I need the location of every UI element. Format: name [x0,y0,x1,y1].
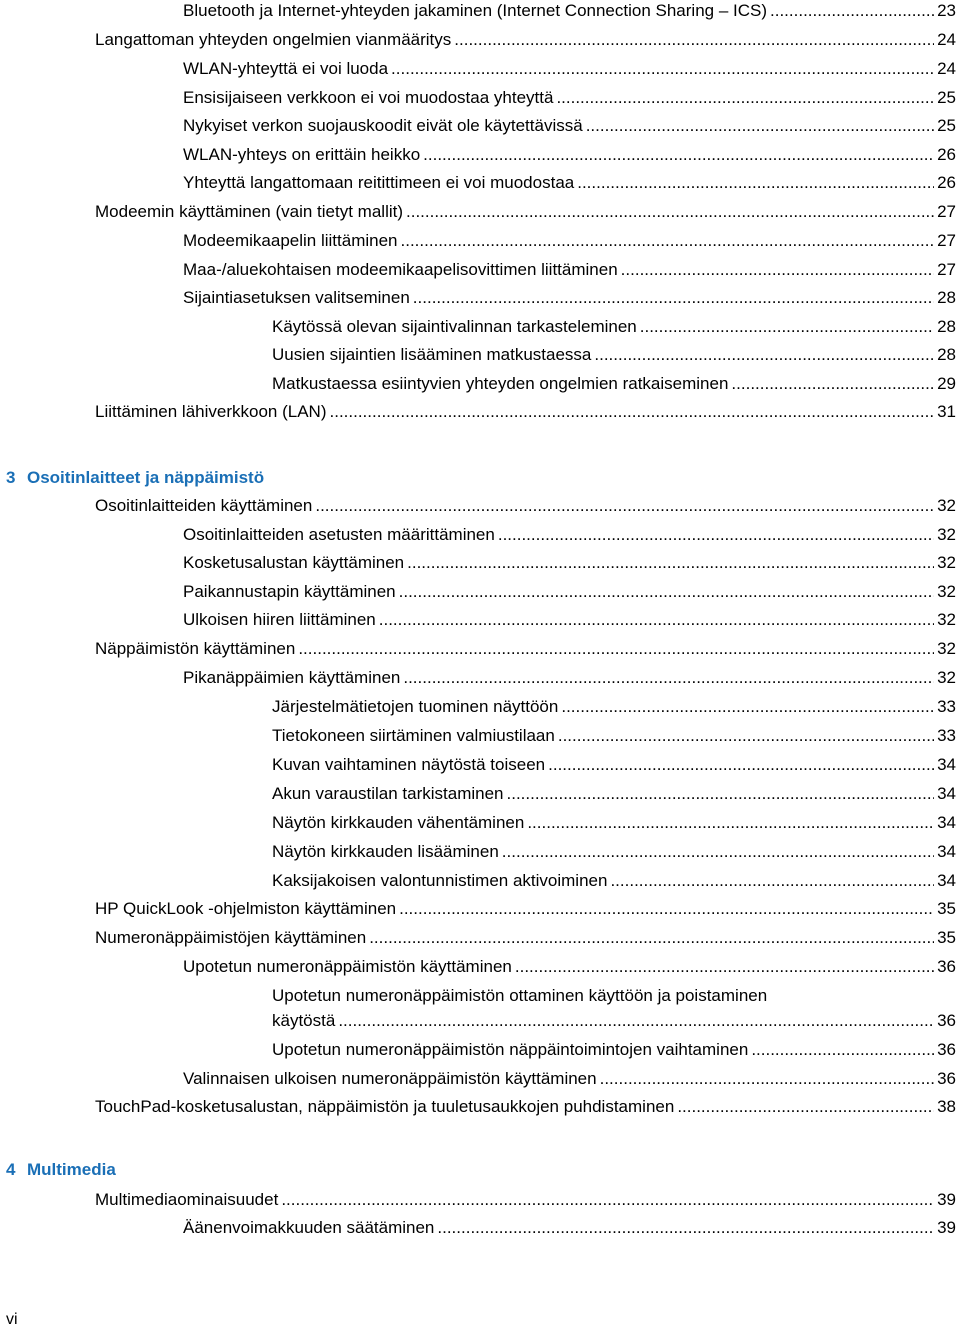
toc-entry[interactable] [95,1185,956,1214]
toc-entry-page: 28 [937,288,956,307]
toc-entry-page: 33 [937,726,956,745]
toc-leader-dots [369,923,934,952]
toc-entry-wrapped-line2[interactable] [272,1006,956,1035]
toc-entry-title: Yhteyttä langattomaan reitittimeen ei voi muodostaa [183,173,575,192]
toc-entry-title: Tietokoneen siirtäminen valmiustilaan [272,726,555,745]
toc-entry-title: HP QuickLook -ohjelmiston käyttäminen [95,899,397,918]
toc-entry-title: Kaksijakoisen valontunnistimen aktivoiminen [272,871,608,890]
toc-entry-page: 35 [937,928,956,947]
toc-leader-dots [454,25,934,54]
toc-entry[interactable] [95,923,956,952]
toc-entry-title: Sijaintiasetuksen valitseminen [183,288,410,307]
toc-entry[interactable] [272,692,956,721]
toc-entry[interactable] [183,283,956,312]
toc-leader-dots [751,1035,934,1064]
toc-entry-title: WLAN-yhteyttä ei voi luoda [183,59,389,78]
toc-entry-page: 34 [937,842,956,861]
toc-leader-dots [770,0,934,25]
toc-leader-dots [640,312,934,341]
toc-entry[interactable] [183,1213,956,1242]
toc-entry[interactable] [183,54,956,83]
toc-entry-page: 36 [937,957,956,976]
toc-entry[interactable] [272,312,956,341]
toc-entry-title: Ulkoisen hiiren liittäminen [183,610,376,629]
toc-entry-page: 34 [937,871,956,890]
toc-entry-title: Nykyiset verkon suojauskoodit eivät ole käytettävissä [183,116,583,135]
toc-entry[interactable] [272,340,956,369]
toc-entry[interactable] [183,520,956,549]
toc-entry-title: Valinnaisen ulkoisen numeronäppäimistön käyttäminen [183,1069,597,1088]
toc-leader-dots [577,168,934,197]
toc-entry-title: Multimediaominaisuudet [95,1190,279,1209]
toc-entry-page: 27 [937,231,956,250]
chapter-number: 3 [6,468,16,487]
toc-entry[interactable] [95,634,956,663]
toc-entry[interactable] [183,548,956,577]
toc-leader-dots [610,866,934,895]
toc-leader-dots [379,605,934,634]
toc-entry-title: Paikannustapin käyttäminen [183,582,396,601]
toc-entry-title: Näppäimistön käyttäminen [95,639,296,658]
toc-entry-title: Osoitinlaitteiden käyttäminen [95,496,313,515]
toc-entry-title-line1: Upotetun numeronäppäimistön ottaminen käyttöön ja poistaminen [272,986,768,1005]
toc-leader-dots [298,634,934,663]
toc-entry-page: 36 [937,1069,956,1088]
toc-leader-dots [731,369,934,398]
toc-entry-page: 31 [937,402,956,421]
toc-leader-dots [338,1006,934,1035]
toc-leader-dots [399,577,934,606]
toc-entry-page: 24 [937,30,956,49]
toc-leader-dots [281,1185,934,1214]
chapter-heading[interactable] [6,1155,116,1185]
toc-entry-page: 36 [937,1011,956,1030]
toc-entry[interactable] [183,83,956,112]
toc-leader-dots [315,491,934,520]
toc-entry-page: 35 [937,899,956,918]
toc-entry-page: 24 [937,59,956,78]
toc-entry-title: TouchPad-kosketusalustan, näppäimistön ja tuuletusaukkojen puhdistaminen [95,1097,675,1116]
toc-entry[interactable] [183,605,956,634]
toc-entry-title: Kosketusalustan käyttäminen [183,553,405,572]
toc-leader-dots [437,1213,934,1242]
toc-leader-dots [399,894,934,923]
toc-entry-page: 36 [937,1040,956,1059]
toc-entry[interactable] [272,750,956,779]
toc-entry[interactable] [95,397,956,426]
toc-entry-title: Modeemikaapelin liittäminen [183,231,398,250]
toc-entry[interactable] [183,0,956,25]
toc-entry-title: Kuvan vaihtaminen näytöstä toiseen [272,755,546,774]
toc-entry-title: Käytössä olevan sijaintivalinnan tarkasteleminen [272,317,637,336]
toc-leader-dots [677,1092,934,1121]
toc-entry[interactable] [183,663,956,692]
toc-entry-title: Ensisijaiseen verkkoon ei voi muodostaa yhteyttä [183,88,554,107]
toc-leader-dots [507,779,935,808]
chapter-title: Multimedia [27,1160,116,1179]
toc-entry-title: Pikanäppäimien käyttäminen [183,668,401,687]
toc-entry[interactable] [272,808,956,837]
toc-leader-dots [527,808,934,837]
toc-entry[interactable] [183,140,956,169]
toc-entry-title: Matkustaessa esiintyvien yhteyden ongelmien ratkaiseminen [272,374,729,393]
toc-entry-page: 39 [937,1190,956,1209]
toc-entry-title: Uusien sijaintien lisääminen matkustaessa [272,345,592,364]
toc-entry-page: 34 [937,755,956,774]
toc-entry[interactable] [183,168,956,197]
toc-entry[interactable] [183,952,956,981]
toc-leader-dots [401,226,935,255]
toc-leader-dots [558,721,934,750]
toc-entry-title-line2: käytöstä [272,1011,336,1030]
chapter-number: 4 [6,1160,16,1179]
toc-leader-dots [621,255,934,284]
toc-entry-title: Upotetun numeronäppäimistön näppäintoimintojen vaihtaminen [272,1040,749,1059]
toc-leader-dots [403,663,934,692]
toc-leader-dots [413,283,934,312]
toc-leader-dots [548,750,934,779]
toc-entry[interactable] [272,837,956,866]
toc-entry-page: 26 [937,173,956,192]
toc-entry-title: Osoitinlaitteiden asetusten määrittäminen [183,525,495,544]
toc-entry-title: Numeronäppäimistöjen käyttäminen [95,928,367,947]
chapter-heading[interactable] [6,463,264,493]
toc-entry-page: 34 [937,813,956,832]
toc-entry-page: 28 [937,345,956,364]
toc-entry[interactable] [95,25,956,54]
toc-entry[interactable] [183,255,956,284]
toc-entry-page: 25 [937,116,956,135]
toc-entry-title: Bluetooth ja Internet-yhteyden jakaminen (Internet Connection Sharing – ICS) [183,1,768,20]
toc-leader-dots [391,54,934,83]
toc-entry-page: 23 [937,1,956,20]
toc-entry-page: 32 [937,496,956,515]
toc-entry-title: Maa-/aluekohtaisen modeemikaapelisovittimen liittäminen [183,260,618,279]
toc-entry-page: 28 [937,317,956,336]
toc-entry[interactable] [183,111,956,140]
toc-leader-dots [594,340,934,369]
toc-leader-dots [498,520,934,549]
toc-entry-title: Liittäminen lähiverkkoon (LAN) [95,402,327,421]
toc-entry-page: 33 [937,697,956,716]
toc-leader-dots [406,197,934,226]
toc-leader-dots [502,837,934,866]
toc-entry[interactable] [272,369,956,398]
toc-entry-page: 26 [937,145,956,164]
toc-entry-page: 29 [937,374,956,393]
toc-entry[interactable] [95,491,956,520]
toc-entry-page: 32 [937,525,956,544]
toc-entry-title: Langattoman yhteyden ongelmien vianmääritys [95,30,452,49]
toc-entry[interactable] [272,721,956,750]
toc-leader-dots [561,692,934,721]
toc-entry[interactable] [183,226,956,255]
toc-entry-title: Näytön kirkkauden vähentäminen [272,813,525,832]
toc-entry-page: 25 [937,88,956,107]
toc-entry-title: Näytön kirkkauden lisääminen [272,842,499,861]
toc-entry-page: 27 [937,260,956,279]
toc-entry-title: WLAN-yhteys on erittäin heikko [183,145,421,164]
toc-entry-page: 32 [937,610,956,629]
toc-leader-dots [423,140,934,169]
toc-leader-dots [407,548,934,577]
toc-leader-dots [586,111,934,140]
toc-entry-page: 38 [937,1097,956,1116]
toc-entry-page: 32 [937,582,956,601]
chapter-title: Osoitinlaitteet ja näppäimistö [27,468,265,487]
toc-entry-page: 32 [937,668,956,687]
toc-entry-title: Upotetun numeronäppäimistön käyttäminen [183,957,512,976]
toc-entry-title: Modeemin käyttäminen (vain tietyt mallit) [95,202,404,221]
toc-leader-dots [515,952,934,981]
toc-leader-dots [556,83,934,112]
toc-entry[interactable] [95,1092,956,1121]
toc-entry-page: 27 [937,202,956,221]
toc-entry-page: 32 [937,553,956,572]
toc-entry[interactable] [272,866,956,895]
toc-entry[interactable] [183,1064,956,1093]
toc-entry[interactable] [95,894,956,923]
toc-entry-page: 39 [937,1218,956,1237]
toc-leader-dots [600,1064,934,1093]
toc-entry-title: Äänenvoimakkuuden säätäminen [183,1218,435,1237]
toc-leader-dots [330,397,935,426]
toc-entry-page: 34 [937,784,956,803]
toc-entry[interactable] [95,197,956,226]
toc-entry[interactable] [272,779,956,808]
toc-entry[interactable] [272,1035,956,1064]
toc-entry-title: Järjestelmätietojen tuominen näyttöön [272,697,559,716]
toc-entry[interactable] [183,577,956,606]
toc-entry-title: Akun varaustilan tarkistaminen [272,784,504,803]
toc-entry-page: 32 [937,639,956,658]
page-number: vi [6,1311,18,1328]
